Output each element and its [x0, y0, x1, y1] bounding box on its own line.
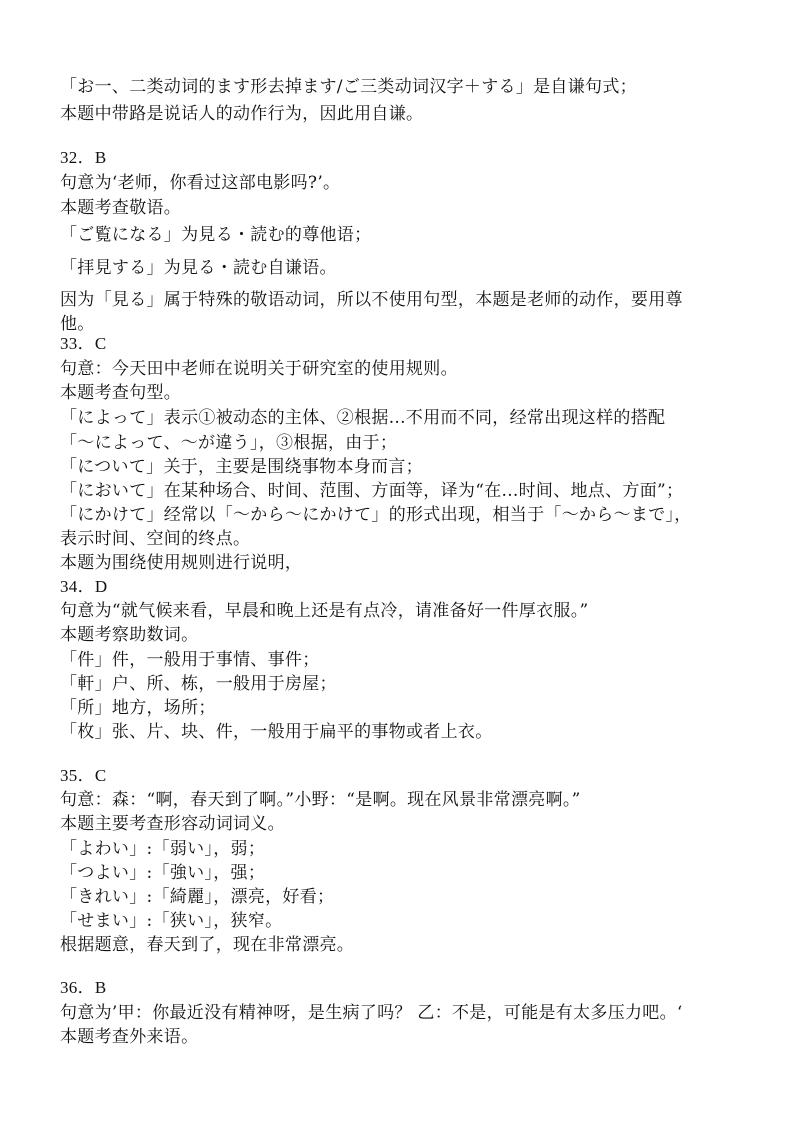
text-line: 句意为‘老师，你看过这部电影吗?’。: [60, 173, 341, 193]
text-line: 本题中带路是说话人的动作行为，因此用自谦。: [60, 104, 424, 124]
question-number: 33．C: [60, 334, 107, 353]
text-line: 本题考查句型。: [60, 383, 182, 403]
text-line: 「よわい」:「弱い」，弱；: [60, 839, 266, 859]
text-line: 句意为“就气候来看，早晨和晚上还是有点冷，请准备好一件厚衣服。”: [60, 601, 589, 621]
text-line: 「件」件，一般用于事情、事件；: [60, 650, 320, 670]
question-number: 36．B: [60, 978, 107, 997]
text-line: 「において」在某种场合、时间、范围、方面等，译为“在...时间、地点、方面”；: [60, 481, 684, 501]
text-line: 本题主要考查形容动词词义。: [60, 814, 285, 834]
text-line: 因为「見る」属于特殊的敬语动词，所以不使用句型，本题是老师的动作，要用尊: [60, 290, 683, 310]
text-line: 本题为围绕使用规则进行说明，: [60, 553, 303, 573]
text-line: 「～によって、～が違う」，③根据，由于；: [60, 433, 398, 453]
text-line: 句意：今天田中老师在说明关于研究室的使用规则。: [60, 359, 458, 379]
question-number: 35．C: [60, 766, 107, 785]
text-line: 句意：森：“啊，春天到了啊。”小野：“是啊。现在风景非常漂亮啊。”: [60, 790, 581, 810]
text-line: 「軒」户、所、栋，一般用于房屋；: [60, 674, 337, 694]
text-line: 本题考察助数词。: [60, 625, 199, 645]
question-number: 34．D: [60, 577, 108, 596]
text-line: 「ご覧になる」为見る・読む的尊他语；: [60, 225, 372, 245]
text-line: 「きれい」:「綺麗」，漂亮，好看；: [60, 887, 335, 907]
text-line: 本题考查外来语。: [60, 1027, 199, 1047]
text-line: 根据题意，春天到了，现在非常漂亮。: [60, 935, 355, 955]
text-line: 表示时间、空间的终点。: [60, 529, 251, 549]
text-line: 「お一、二类动词的ます形去掉ます/ご三类动词汉字＋する」是自谦句式；: [60, 77, 637, 97]
text-line: 「について」关于，主要是围绕事物本身而言；: [60, 457, 423, 477]
text-line: 本题考查敬语。: [60, 198, 182, 218]
text-line: 「つよい」:「強い」，强；: [60, 863, 266, 883]
text-line: 句意为’甲：你最近没有精神呀，是生病了吗？ 乙：不是，可能是有太多压力吧。‘: [60, 1003, 683, 1023]
text-line: 「にかけて」经常以「～から～にかけて」的形式出现，相当于「～から～まで」，: [60, 505, 692, 525]
text-line: 他。: [60, 314, 95, 334]
question-number: 32．B: [60, 148, 107, 167]
text-line: 「所」地方，场所；: [60, 698, 216, 718]
text-line: 「によって」表示①被动态的主体、②根据...不用而不同，经常出现这样的搭配: [60, 408, 666, 428]
text-line: 「拝見する」为見る・読む自谦语。: [60, 258, 337, 278]
text-line: 「せまい」:「狭い」，狭窄。: [60, 911, 283, 931]
text-line: 「枚」张、片、块、件，一般用于扁平的事物或者上衣。: [60, 722, 493, 742]
